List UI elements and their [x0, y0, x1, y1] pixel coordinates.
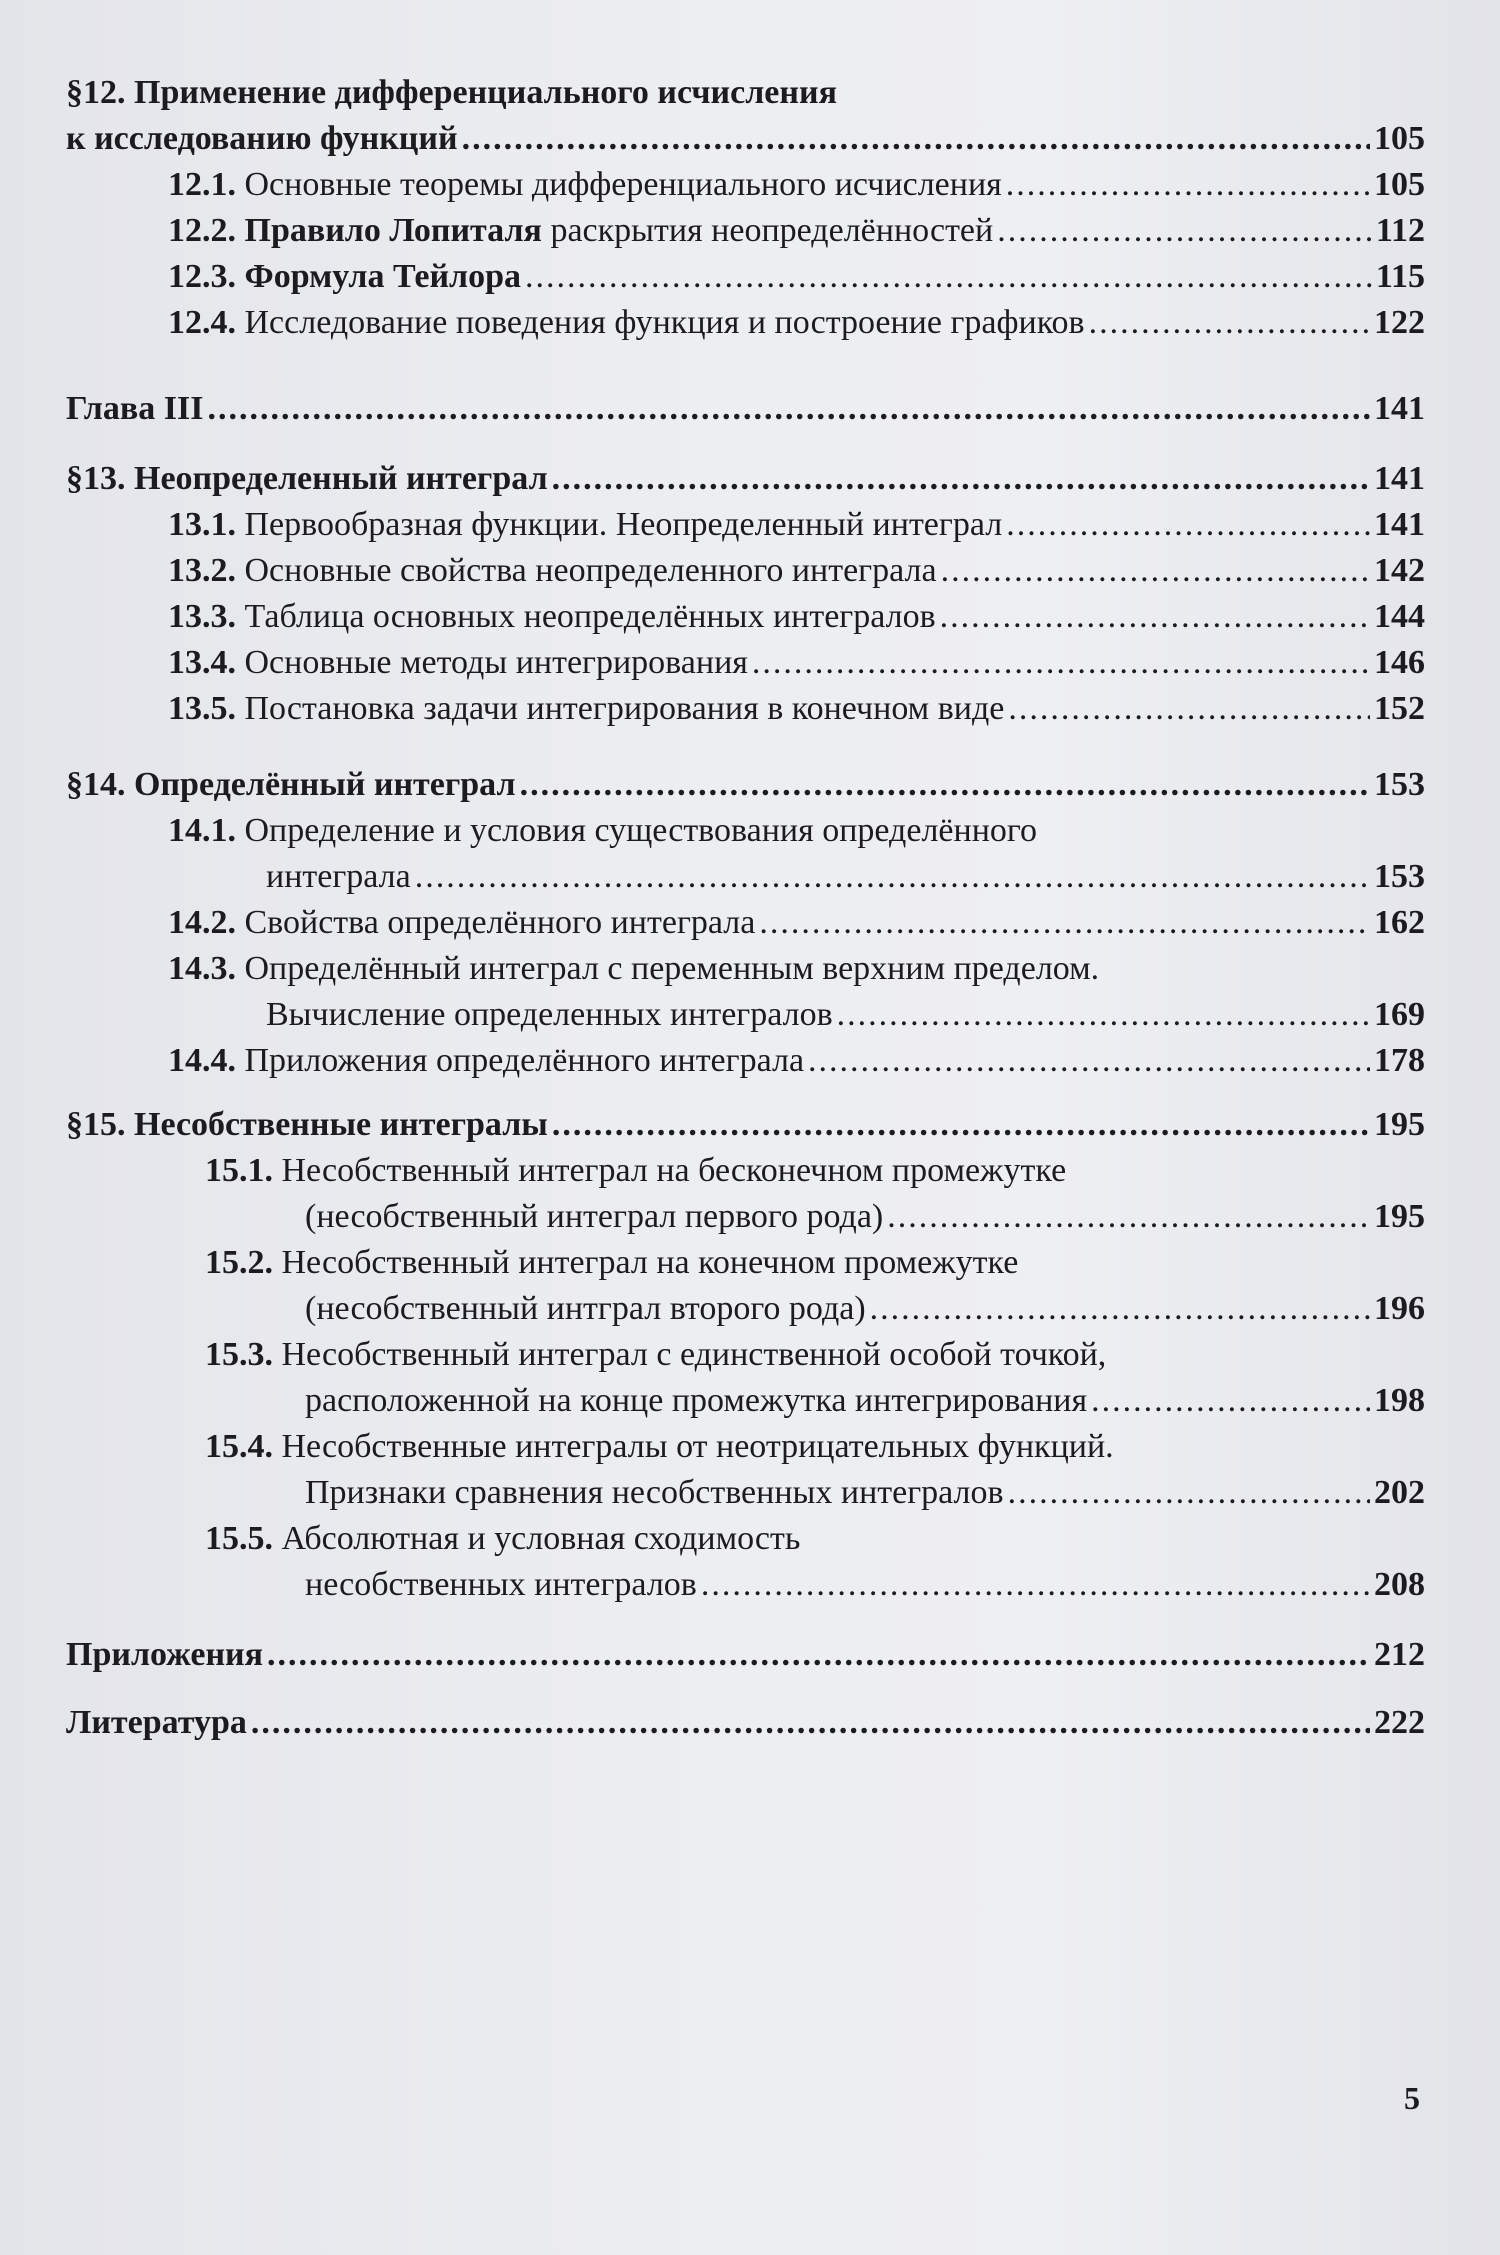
item-title-bold: Правило Лопиталя: [244, 212, 542, 249]
item-title: Исследование поведения функция и построение графиков: [244, 304, 1085, 341]
toc-item-15-2: [60, 1240, 1425, 1332]
toc-item-14-1: [60, 808, 1425, 900]
page-ref: 112: [1375, 212, 1425, 249]
page-ref: 196: [1374, 1290, 1425, 1327]
section-15: [60, 1102, 1425, 1148]
page-ref: 222: [1374, 1704, 1425, 1741]
page-ref: 153: [1374, 858, 1425, 895]
item-title-cont: Вычисление определенных интегралов: [266, 996, 833, 1033]
toc-item-14-2: [60, 900, 1425, 946]
item-title: Абсолютная и условная сходимость: [281, 1520, 801, 1557]
page-ref: 105: [1374, 120, 1425, 157]
leader-dots: [520, 762, 1370, 808]
page-ref: 115: [1375, 258, 1425, 295]
item-number: 15.3.: [205, 1336, 273, 1373]
page-ref: 144: [1374, 598, 1425, 635]
chapter-title: Глава III: [66, 390, 204, 427]
page-ref: 195: [1374, 1106, 1425, 1143]
section-14: [60, 762, 1425, 808]
item-title-cont: (несобственный интграл второго рода): [305, 1290, 866, 1327]
page-ref: 162: [1374, 904, 1425, 941]
item-title-cont: (несобственный интеграл первого рода): [305, 1198, 884, 1235]
item-number: 12.4.: [168, 304, 236, 341]
item-title: Таблица основных неопределённых интегралов: [244, 598, 936, 635]
page-ref: 212: [1374, 1636, 1425, 1673]
toc-item-14-4: [60, 1038, 1425, 1084]
item-title: Основные теоремы дифференциального исчисления: [244, 166, 1002, 203]
leader-dots: [525, 254, 1372, 300]
page-ref: 141: [1374, 506, 1425, 543]
page-ref: 141: [1374, 460, 1425, 497]
item-title: раскрытия неопределённостей: [550, 212, 994, 249]
page-ref: 178: [1374, 1042, 1425, 1079]
leader-dots: [552, 456, 1370, 502]
item-number: 13.1.: [168, 506, 236, 543]
page-ref: 142: [1374, 552, 1425, 589]
toc-item-13-3: [60, 594, 1425, 640]
item-title: Основные методы интегрирования: [244, 644, 748, 681]
section-12: [60, 70, 1425, 162]
leader-dots: [1089, 300, 1370, 346]
item-number: 15.2.: [205, 1244, 273, 1281]
toc-item-15-1: [60, 1148, 1425, 1240]
page-ref: 208: [1374, 1566, 1425, 1603]
page-ref: 105: [1374, 166, 1425, 203]
toc-item-13-4: [60, 640, 1425, 686]
table-of-contents: [60, 70, 1425, 1746]
page-ref: 202: [1374, 1474, 1425, 1511]
section-title: §12. Применение дифференциального исчисления: [66, 74, 837, 111]
toc-item-12-2: [60, 208, 1425, 254]
page-ref: 153: [1374, 766, 1425, 803]
leader-dots: [870, 1286, 1370, 1332]
item-title: Основные свойства неопределенного интеграла: [244, 552, 937, 589]
leader-dots: [251, 1700, 1370, 1746]
item-number: 12.3.: [168, 258, 236, 295]
leader-dots: [1006, 162, 1370, 208]
item-title: Несобственный интеграл на бесконечном промежутке: [281, 1152, 1067, 1189]
item-number: 13.5.: [168, 690, 236, 727]
item-number: 14.3.: [168, 950, 236, 987]
leader-dots: [837, 992, 1370, 1038]
leader-dots: [887, 1194, 1370, 1240]
page-number: 5: [1404, 2080, 1420, 2116]
leader-dots: [759, 900, 1370, 946]
item-number: 14.4.: [168, 1042, 236, 1079]
item-number: 14.2.: [168, 904, 236, 941]
item-title: Первообразная функции. Неопределенный интеграл: [244, 506, 1003, 543]
item-number: 15.5.: [205, 1520, 273, 1557]
leader-dots: [940, 594, 1370, 640]
leader-dots: [462, 116, 1370, 162]
toc-item-15-5: [60, 1516, 1425, 1608]
toc-item-13-1: [60, 502, 1425, 548]
leader-dots: [752, 640, 1370, 686]
item-number: 15.1.: [205, 1152, 273, 1189]
item-number: 12.1.: [168, 166, 236, 203]
leader-dots: [941, 548, 1370, 594]
page-ref: 169: [1374, 996, 1425, 1033]
toc-item-12-1: [60, 162, 1425, 208]
item-title-cont: интеграла: [266, 858, 411, 895]
item-number: 15.4.: [205, 1428, 273, 1465]
item-title: Несобственный интеграл на конечном промежутке: [281, 1244, 1019, 1281]
leader-dots: [997, 208, 1372, 254]
page-ref: 195: [1374, 1198, 1425, 1235]
leader-dots: [1091, 1378, 1370, 1424]
item-title: Постановка задачи интегрирования в конечном виде: [244, 690, 1005, 727]
page-ref: 198: [1374, 1382, 1425, 1419]
literature: [60, 1700, 1425, 1746]
leader-dots: [415, 854, 1370, 900]
chapter-3: [60, 386, 1425, 432]
item-number: 12.2.: [168, 212, 236, 249]
toc-item-12-3: [60, 254, 1425, 300]
toc-item-13-5: [60, 686, 1425, 732]
page-ref: 146: [1374, 644, 1425, 681]
section-title: §14. Определённый интеграл: [66, 766, 516, 803]
section-title: §13. Неопределенный интеграл: [66, 460, 548, 497]
toc-item-15-3: [60, 1332, 1425, 1424]
leader-dots: [701, 1562, 1370, 1608]
item-number: 13.2.: [168, 552, 236, 589]
item-title: Несобственные интегралы от неотрицательных функций.: [281, 1428, 1114, 1465]
page-ref: 141: [1374, 390, 1425, 427]
item-number: 13.4.: [168, 644, 236, 681]
item-title-cont: Признаки сравнения несобственных интегралов: [305, 1474, 1004, 1511]
leader-dots: [808, 1038, 1370, 1084]
item-title: Приложения определённого интеграла: [244, 1042, 805, 1079]
toc-item-13-2: [60, 548, 1425, 594]
section-title: §15. Несобственные интегралы: [66, 1106, 548, 1143]
item-title: Определение и условия существования определённого: [244, 812, 1037, 849]
leader-dots: [1006, 502, 1370, 548]
appendix: [60, 1632, 1425, 1678]
section-title-cont: к исследованию функций: [66, 120, 458, 157]
literature-title: Литература: [66, 1704, 247, 1741]
toc-item-12-4: [60, 300, 1425, 346]
item-number: 13.3.: [168, 598, 236, 635]
leader-dots: [207, 386, 1370, 432]
item-title-cont: расположенной на конце промежутка интегрирования: [305, 1382, 1088, 1419]
item-number: 14.1.: [168, 812, 236, 849]
leader-dots: [1008, 686, 1370, 732]
page-ref: 152: [1374, 690, 1425, 727]
item-title: Определённый интеграл с переменным верхним пределом.: [244, 950, 1100, 987]
item-title: Несобственный интеграл с единственной особой точкой,: [281, 1336, 1107, 1373]
item-title-bold: Формула Тейлора: [244, 258, 522, 295]
section-13: [60, 456, 1425, 502]
item-title: Свойства определённого интеграла: [244, 904, 756, 941]
item-title-cont: несобственных интегралов: [305, 1566, 697, 1603]
leader-dots: [1008, 1470, 1370, 1516]
toc-item-14-3: [60, 946, 1425, 1038]
page-ref: 122: [1374, 304, 1425, 341]
leader-dots: [267, 1632, 1370, 1678]
leader-dots: [552, 1102, 1370, 1148]
toc-item-15-4: [60, 1424, 1425, 1516]
appendix-title: Приложения: [66, 1636, 264, 1673]
